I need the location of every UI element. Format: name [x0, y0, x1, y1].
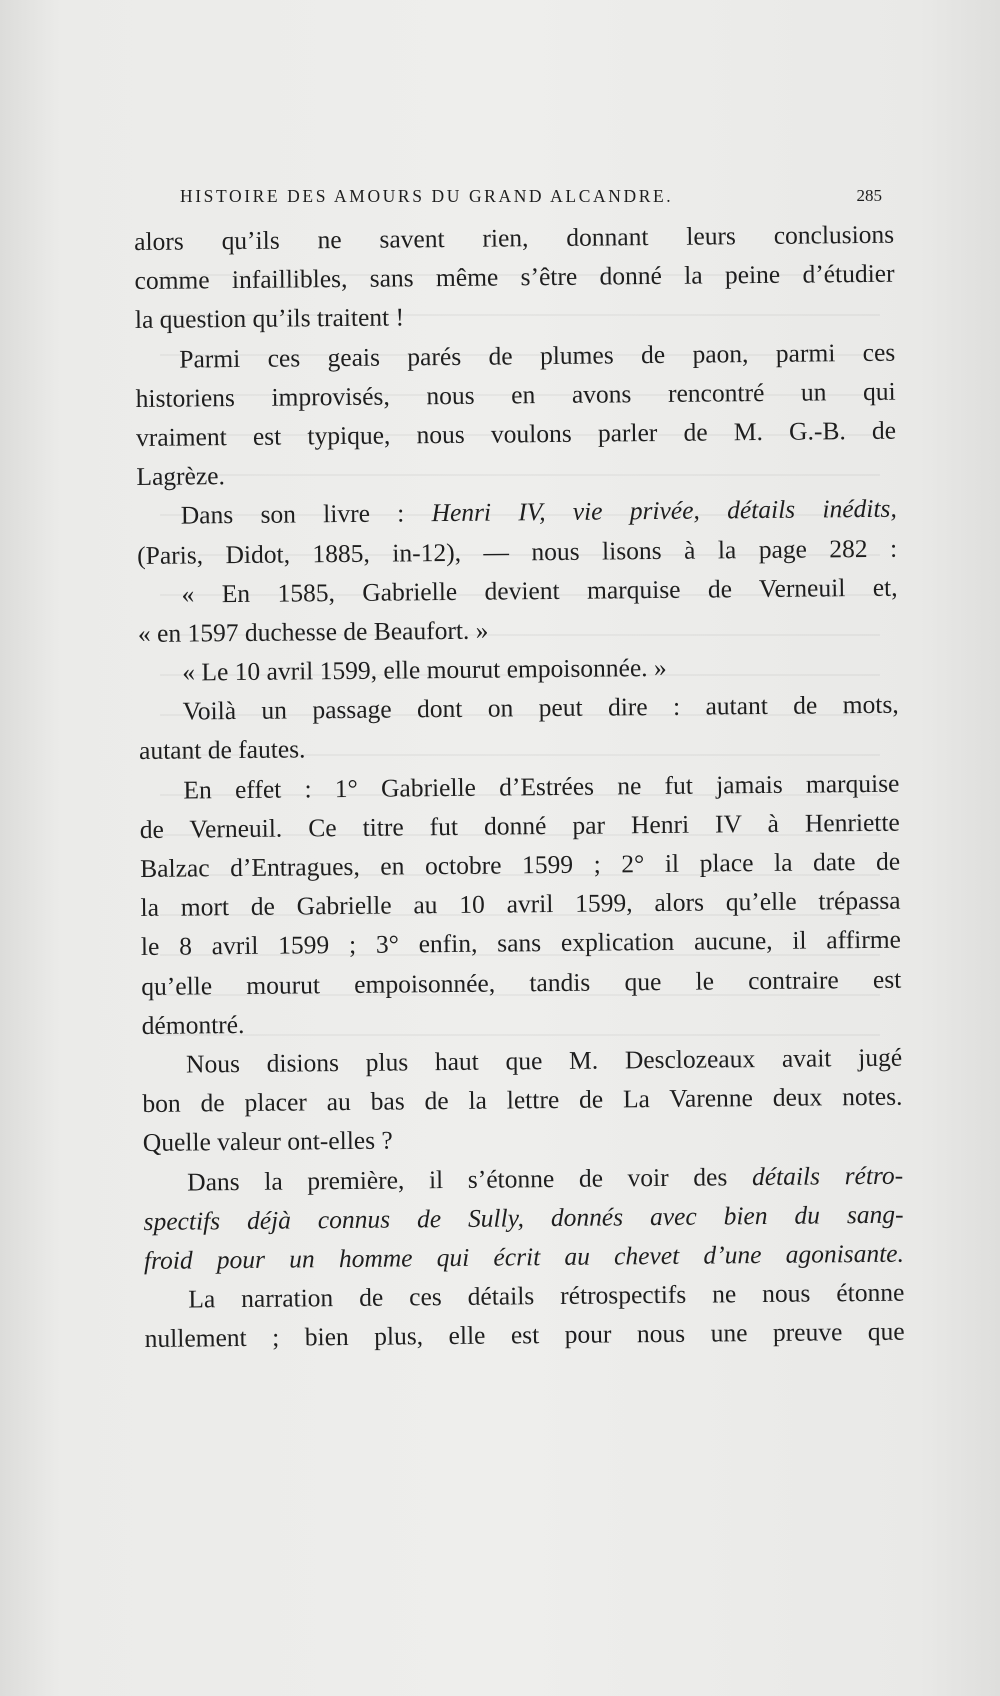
line-text: nullement ; bien plus, elle est pour nous une preuve que [144, 1316, 905, 1354]
line-text: autant de fautes. [138, 734, 306, 766]
line-text: de Verneuil. Ce titre fut donné par Henri IV à Henriette [139, 807, 900, 844]
line-text: historiens improvisés, nous en avons rencontré un qui [135, 376, 896, 413]
line-text: qu’elle mourut empoisonnée, tandis que le contraire est [141, 964, 902, 1001]
line-text: Balzac d’Entragues, en octobre 1599 ; 2° il place la date de [140, 846, 901, 883]
text-line [137, 528, 897, 574]
text-line [142, 1077, 902, 1123]
line-text: Voilà un passage dont on peut dire : autant de mots, [182, 689, 899, 726]
line-text: Dans la première, il s’étonne de voir des [187, 1161, 753, 1197]
text-line [145, 1312, 905, 1358]
text-line [137, 489, 897, 535]
text-line [136, 411, 896, 457]
text-line [141, 959, 901, 1005]
line-text: la mort de Gabrielle au 10 avril 1599, alors qu’elle trépassa [140, 885, 901, 923]
running-title: HISTOIRE DES AMOURS DU GRAND ALCANDRE. [180, 186, 674, 206]
line-text: (Paris, Didot, 1885, in-12), — nous lisons à la page 282 : [137, 533, 898, 570]
line-text: Lagrèze. [136, 461, 226, 492]
text-line [135, 332, 895, 378]
italic-text: détails rétro- [751, 1160, 904, 1191]
text-line [134, 254, 894, 300]
line-text: bon de placer au bas de la lettre de La Varenne deux notes. [142, 1081, 903, 1119]
text-line [137, 567, 897, 613]
line-text: En effet : 1° Gabrielle d’Estrées ne fut jamais marquise [183, 768, 900, 805]
line-text: « Le 10 avril 1599, elle mourut empoisonnée. » [182, 652, 667, 687]
line-text: vraiment est typique, nous voulons parler de M. G.-B. de [135, 415, 897, 452]
line-text: Quelle valeur ont-elles ? [142, 1125, 393, 1158]
line-text: Nous disions plus haut que M. Desclozeaux avait jugé [185, 1042, 903, 1079]
line-text: La narration de ces détails rétrospectifs ne nous étonne [188, 1277, 905, 1314]
line-text: démontré. [141, 1009, 245, 1040]
line-text: Dans son livre : [180, 498, 432, 530]
page-number: 285 [856, 186, 882, 205]
line-text: Parmi ces geais parés de plumes de paon, parmi ces [179, 337, 896, 374]
text-line [141, 920, 901, 966]
running-head [180, 186, 882, 216]
italic-text: spectifs déjà connus de Sully, donnés avec bien du sang- [143, 1199, 904, 1236]
line-text: alors qu’ils ne savent rien, donnant leurs conclusions [134, 219, 895, 256]
text-line [139, 685, 899, 731]
line-text: « En 1585, Gabrielle devient marquise de Verneuil et, [181, 572, 898, 609]
text-line [143, 1155, 903, 1201]
italic-text: Henri IV, vie privée, détails inédits, [431, 494, 897, 528]
line-text: le 8 avril 1599 ; 3° enfin, sans explication aucune, il affirme [140, 925, 902, 962]
italic-text: froid pour un homme qui écrit au chevet d’une agonisante. [143, 1238, 905, 1275]
line-text: la question qu’ils traitent ! [134, 302, 405, 335]
body-text [134, 215, 905, 1359]
line-text: comme infaillibles, sans même s’être donné la peine d’étudier [134, 258, 895, 296]
line-text: « en 1597 duchesse de Beaufort. » [137, 615, 489, 648]
